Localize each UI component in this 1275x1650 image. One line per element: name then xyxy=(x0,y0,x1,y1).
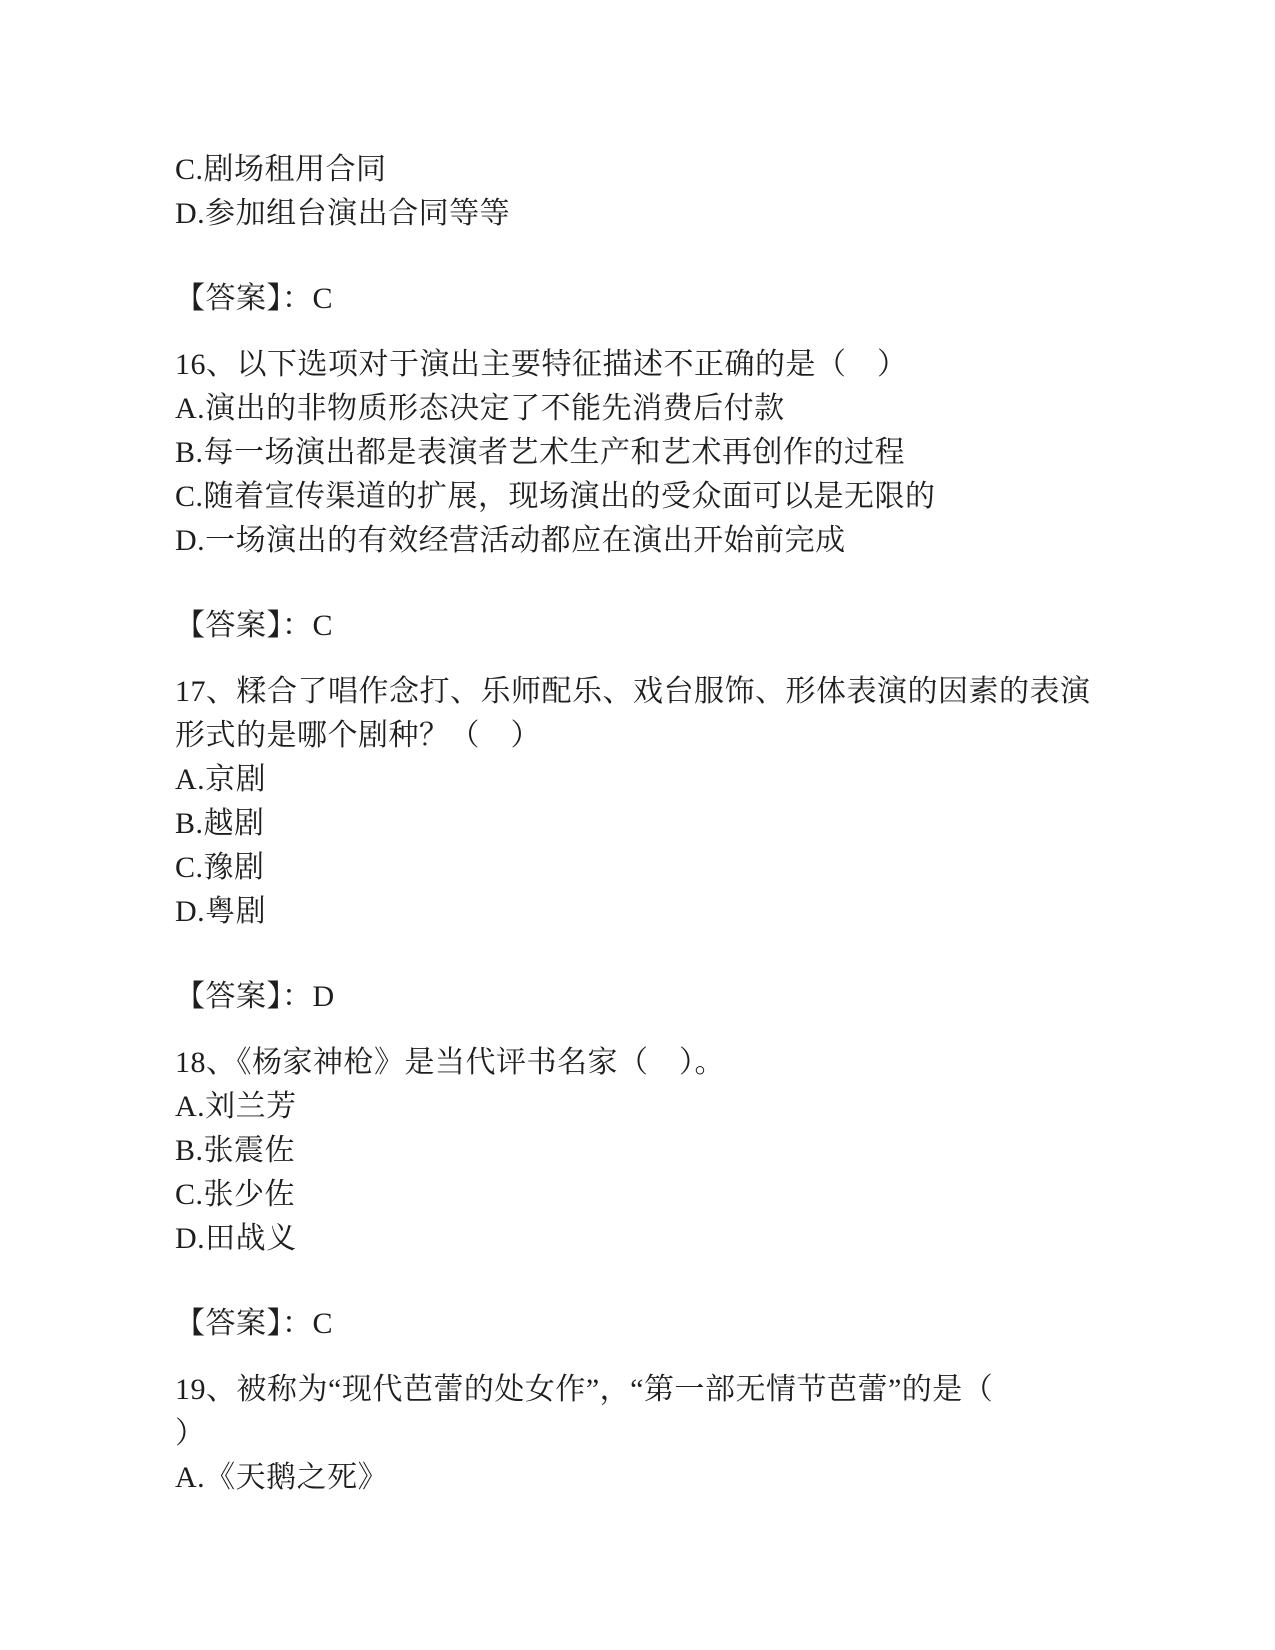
q15-options-continuation xyxy=(175,148,1095,236)
q16-option-b: B.每一场演出都是表演者艺术生产和艺术再创作的过程 xyxy=(175,436,906,469)
q15-option-c: C.剧场租用合同 xyxy=(175,153,387,186)
q18-option-a: A.刘兰芳 xyxy=(175,1090,297,1123)
q17-stem-line-2: 形式的是哪个剧种？（ ） xyxy=(175,719,541,752)
q18-option-c: C.张少佐 xyxy=(175,1178,296,1211)
q19-stem-line-2: ） xyxy=(175,1417,206,1450)
q17-option-b: B.越剧 xyxy=(175,807,265,840)
q18-answer-block xyxy=(175,1302,1095,1346)
q17-block xyxy=(175,670,1095,934)
q16-answer-label: 【答案】：C xyxy=(175,609,334,642)
q16-option-c: C.随着宣传渠道的扩展，现场演出的受众面可以是无限的 xyxy=(175,480,936,513)
q16-block xyxy=(175,343,1095,563)
q16-option-a: A.演出的非物质形态决定了不能先消费后付款 xyxy=(175,392,785,425)
q19-option-a: A.《天鹅之死》 xyxy=(175,1461,389,1494)
q18-option-b: B.张震佐 xyxy=(175,1134,296,1167)
q17-option-a: A.京剧 xyxy=(175,763,267,796)
q18-answer-label: 【答案】：C xyxy=(175,1307,334,1340)
q18-block xyxy=(175,1041,1095,1261)
q16-option-d: D.一场演出的有效经营活动都应在演出开始前完成 xyxy=(175,524,846,557)
q16-stem: 16、以下选项对于演出主要特征描述不正确的是（ ） xyxy=(175,348,908,381)
q17-answer-label: 【答案】：D xyxy=(175,980,335,1013)
q18-stem: 18、《杨家神枪》是当代评书名家（ ）。 xyxy=(175,1046,725,1079)
q17-option-c: C.豫剧 xyxy=(175,851,265,884)
q17-stem-line-1: 17、糅合了唱作念打、乐师配乐、戏台服饰、形体表演的因素的表演 xyxy=(175,675,1091,708)
q15-option-d: D.参加组台演出合同等等 xyxy=(175,197,511,230)
q17-answer-block xyxy=(175,975,1095,1019)
q16-answer-block xyxy=(175,604,1095,648)
q15-answer-label: 【答案】：C xyxy=(175,282,334,315)
q19-block xyxy=(175,1368,1095,1500)
q19-stem-line-1: 19、被称为“现代芭蕾的处女作”，“第一部无情节芭蕾”的是（ xyxy=(175,1373,994,1406)
q17-option-d: D.粤剧 xyxy=(175,895,267,928)
q18-option-d: D.田战义 xyxy=(175,1222,297,1255)
q15-answer-block xyxy=(175,277,1095,321)
